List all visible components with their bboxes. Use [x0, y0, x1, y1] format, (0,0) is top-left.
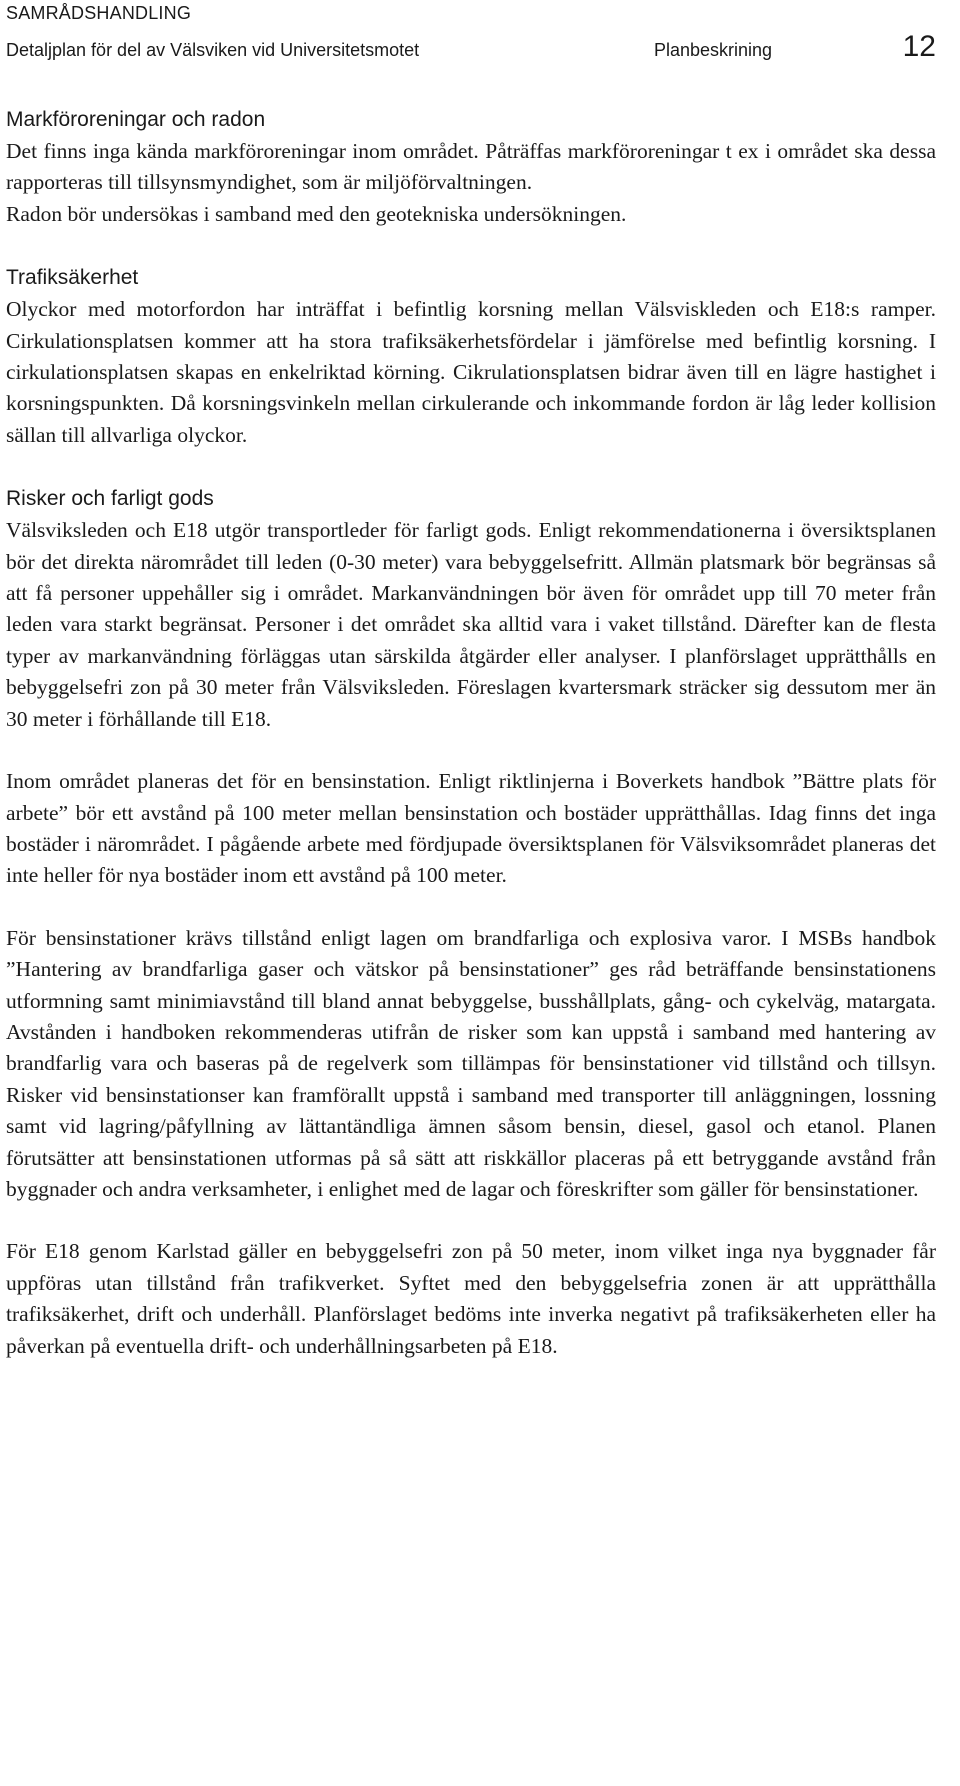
page-number: 12 [902, 30, 936, 63]
document-page [6, 0, 936, 1358]
section-heading: Markföroreningar och radon [6, 108, 266, 131]
paragraph: Olyckor med motorfordon har inträffat i befintlig korsning mellan Välsviskleden och E18:s ramper. Cirkulationsplatsen kommer att ha stora trafiksäkerhetsfördelar i jämförelse med befintlig korsning. I cirkulationsplatsen skapas en enkelriktad körning. Cikrulationsplatsen bidrar även till en lägre hastighet i korsningspunkten. Då korsningsvinkeln mellan cirkulerande och inkommande fordon är låg leder kollision sällan till allvarliga olyckor. [6, 297, 936, 447]
section-risker-farligt-gods [6, 483, 936, 1362]
paragraph: Radon bör undersökas i samband med den geotekniska undersökningen. [6, 201, 627, 226]
paragraph: Det finns inga kända markföroreningar inom området. Påträffas markföroreningar t ex i området ska dessa rapporteras till tillsynsmyndighet, som är miljöförvaltningen. [6, 139, 936, 195]
paragraph: För bensinstationer krävs tillstånd enligt lagen om brandfarliga och explosiva varor. I MSBs handbok ”Hantering av brandfarliga gaser och vätskor på bensinstationer” ges råd beträffande bensinstationens utformning samt minimiavstånd till bland annat bebyggelse, busshållplats, gång- och cykelväg, matargata. Avstånden i handboken rekommenderas utifrån de risker som kan uppstå i samband med hantering av brandfarlig vara och baseras på de regelverk som tillämpas för bensinstationer vid tillstånd och tillsyn. Risker vid bensinstationser kan framförallt uppstå i samband med transporter till anläggningen, lossning samt vid lagring/påfyllning av lättantändliga ämnen såsom bensin, diesel, gasol och etanol. Planen förutsätter att bensinstationen utformas på så sätt att riskkällor placeras på ett betryggande avstånd från byggnader och andra verksamheter, i enlighet med de lagar och föreskrifter som gäller för bensinstationer. [6, 925, 936, 1201]
section-heading: Trafiksäkerhet [6, 266, 139, 290]
paragraph: För E18 genom Karlstad gäller en bebyggelsefri zon på 50 meter, inom vilket inga nya byggnader får uppföras utan tillstånd från trafikverket. Syftet med den bebyggelsefria zonen är att upprätthålla trafiksäkerhet, drift och underhåll. Planförslaget bedöms inte inverka negativt på trafiksäkerheten eller ha påverkan på eventuella drift- och underhållningsarbeten på E18. [6, 1239, 936, 1358]
page-header [6, 0, 936, 92]
section-heading: Risker och farligt gods [6, 487, 214, 511]
section-trafiksakerhet [6, 262, 936, 451]
document-title: Detaljplan för del av Välsviken vid Universitetsmotet [6, 40, 420, 60]
document-kind-label: Planbeskrining [654, 40, 773, 60]
paragraph: Inom området planeras det för en bensinstation. Enligt riktlinjerna i Boverkets handbok ”Bättre plats för arbete” bör ett avstånd på 100 meter mellan bensinstation och bostäder upprätthållas. Idag finns det inga bostäder i närområdet. I pågående arbete med fördjupade översiktsplanen för Välsviksområdet planeras det inte heller för nya bostäder inom ett avstånd på 100 meter. [6, 769, 936, 888]
section-markfororeningar [6, 104, 936, 230]
paragraph: Välsviksleden och E18 utgör transportleder för farligt gods. Enligt rekommendationerna i översiktsplanen bör det direkta närområdet till leden (0-30 meter) vara bebyggelsefritt. Allmän platsmark bör begränsas så att få personer uppehåller sig i området. Markanvändningen bör även för området upp till 70 meter från leden vara starkt begränsat. Personer i det området ska alltid vara i vaket tillstånd. Därefter kan de flesta typer av markanvändning förläggas utan särskilda åtgärder eller analyser. I planförslaget upprätthålls en bebyggelsefri zon på 30 meter från Välsviksleden. Föreslagen kvartersmark sträcker sig dessutom mer än 30 meter i förhållande till E18. [6, 518, 936, 731]
page-content [6, 104, 936, 1362]
document-type-label: SAMRÅDSHANDLING [6, 3, 192, 23]
